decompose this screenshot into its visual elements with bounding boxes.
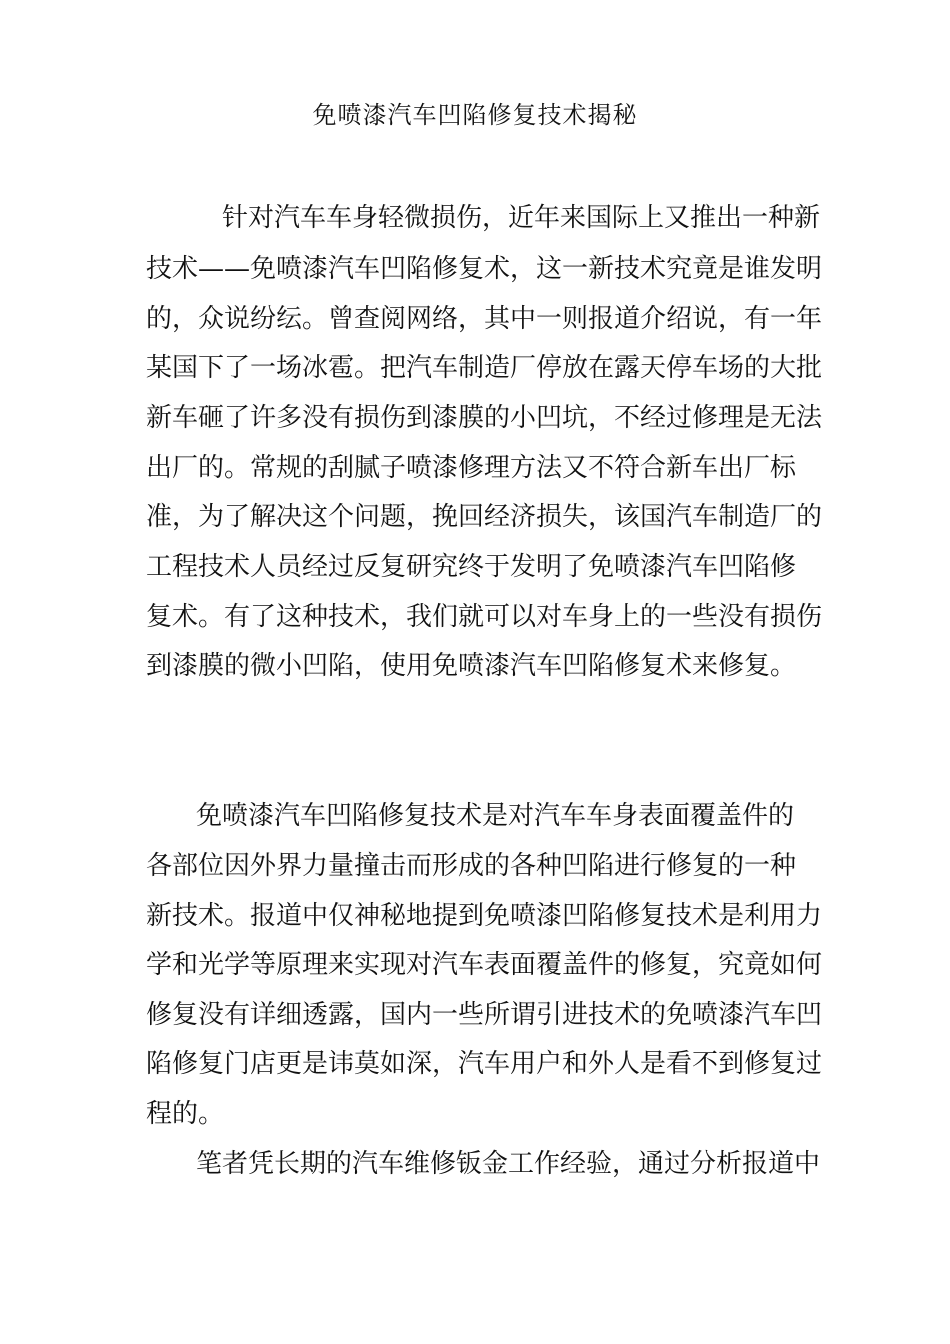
paragraph-2-line: 学和光学等原理来实现对汽车表面覆盖件的修复，究竟如何	[146, 950, 823, 980]
paragraph-1-line: 准，为了解决这个问题，挽回经济损失，该国汽车制造厂的	[146, 502, 823, 532]
paragraph-1-line: 出厂的。常规的刮腻子喷漆修理方法又不符合新车出厂标	[146, 453, 797, 483]
paragraph-3-line: 笔者凭长期的汽车维修钣金工作经验，通过分析报道中	[196, 1149, 821, 1179]
paragraph-1-line: 复术。有了这种技术，我们就可以对车身上的一些没有损伤	[146, 602, 823, 632]
paragraph-1-line: 技术——免喷漆汽车凹陷修复术，这一新技术究竟是谁发明	[146, 254, 823, 284]
paragraph-1-line: 工程技术人员经过反复研究终于发明了免喷漆汽车凹陷修	[146, 552, 797, 582]
paragraph-1-line: 的，众说纷纭。曾查阅网络，其中一则报道介绍说，有一年	[146, 304, 823, 334]
document-title: 免喷漆汽车凹陷修复技术揭秘	[312, 101, 638, 129]
paragraph-1-line: 到漆膜的微小凹陷，使用免喷漆汽车凹陷修复术来修复。	[146, 651, 797, 681]
paragraph-1-line: 某国下了一场冰雹。把汽车制造厂停放在露天停车场的大批	[146, 353, 823, 383]
paragraph-2-line: 程的。	[146, 1099, 225, 1129]
paragraph-1-line: 针对汽车车身轻微损伤，近年来国际上又推出一种新	[222, 203, 821, 233]
paragraph-2-line: 免喷漆汽车凹陷修复技术是对汽车车身表面覆盖件的	[196, 801, 795, 831]
paragraph-2-line: 各部位因外界力量撞击而形成的各种凹陷进行修复的一种	[146, 851, 797, 881]
paragraph-1-line: 新车砸了许多没有损伤到漆膜的小凹坑，不经过修理是无法	[146, 403, 823, 433]
paragraph-2-line: 修复没有详细透露，国内一些所谓引进技术的免喷漆汽车凹	[146, 1000, 823, 1030]
paragraph-2-line: 陷修复门店更是讳莫如深，汽车用户和外人是看不到修复过	[146, 1049, 823, 1079]
paragraph-2-line: 新技术。报道中仅神秘地提到免喷漆凹陷修复技术是利用力	[146, 901, 823, 931]
